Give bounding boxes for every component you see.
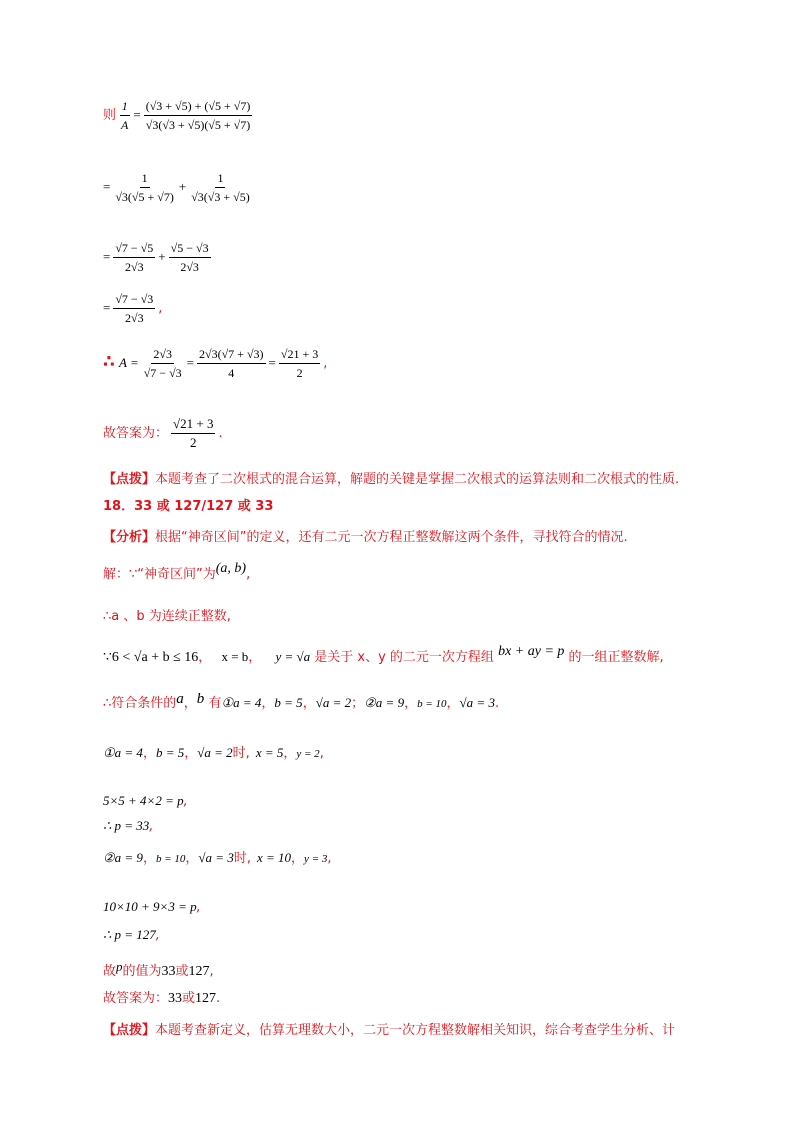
- note-text: 本题考查新定义，估算无理数大小，二元一次方程整数解相关知识，综合考查学生分析、计: [155, 1023, 676, 1038]
- step5-fraction-b: $\frac{2√3(√7 + √3)}{4}$: [199, 347, 264, 380]
- step3-fraction-a: $\frac{√7 - √5}{2√3}$: [115, 241, 154, 274]
- note-18: [103, 1022, 675, 1040]
- then-label: 则: [103, 108, 117, 123]
- step-line-4: = $\frac{√7 - √3}{2√3}$ ,: [103, 292, 163, 325]
- case-1: ①a = 4，b = 5，√a = 2时, x = 5，y = 2,: [103, 745, 324, 761]
- answer-label: 故答案为：: [103, 426, 169, 441]
- note-tag: 【点拨】: [103, 1023, 156, 1038]
- ab-consecutive: ∴a 、b 为连续正整数,: [103, 609, 231, 624]
- step-line-3: = $\frac{√7 - √5}{2√3}$ + $\frac{√5 - √3}{2√3}$: [103, 241, 209, 274]
- analysis: 【分析】根据“神奇区间”的定义，还有二元一次方程正整数解这两个条件，寻找符合的情况.: [103, 530, 628, 545]
- answer-17: 故答案为： $\frac{√21 + 3}{2}$ .: [103, 416, 223, 450]
- answer-18: 故答案为：33或127.: [103, 991, 221, 1006]
- case-1-calc: 5×5 + 4×2 = p,: [103, 793, 188, 809]
- step2-fraction-a: $\frac{1}{√3(√5 + √7)}$: [115, 171, 174, 204]
- lhs-fraction: $\frac{1}{A}$: [121, 99, 129, 132]
- case-2-calc: 10×10 + 9×3 = p,: [103, 899, 201, 915]
- step-line-2: = $\frac{1}{√3(√5 + √7)}$ + $\frac{1}{√3(√3 + √5)}$: [103, 171, 250, 204]
- answer-fraction: $\frac{√21 + 3}{2}$: [173, 416, 214, 450]
- note-tag: 【点拨】: [103, 472, 156, 487]
- case-2: ②a = 9，b = 10，√a = 3时, x = 10，y = 3,: [103, 850, 332, 866]
- step3-fraction-b: $\frac{√5 - √3}{2√3}$: [170, 241, 209, 274]
- step2-fraction-b: $\frac{1}{√3(√3 + √5)}$: [191, 171, 250, 204]
- therefore-symbol: ∴: [103, 352, 115, 372]
- analysis-tag: 【分析】: [103, 530, 156, 545]
- step4-fraction: $\frac{√7 - √3}{2√3}$: [115, 292, 154, 325]
- case-2-result: ∴ p = 127,: [103, 927, 160, 943]
- solution-start: 解：∵“神奇区间”为(a, b),: [103, 561, 251, 582]
- case-1-result: ∴ p = 33,: [103, 818, 154, 834]
- step5-fraction-c: $\frac{√21 + 3}{2}$: [280, 347, 319, 380]
- condition-line: ∵6 < √a + b ≤ 16， x = b， y = √a 是关于 x、y 的二元一次方程组 bx + ay = p 的一组正整数解,: [103, 644, 664, 665]
- step1-fraction: $\frac{(√3 + √5) + (√5 + √7)}{√3(√3 + √5)(√5 + √7)}$: [145, 99, 251, 132]
- step-line-5: ∴ A = $\frac{2√3}{√7 - √3}$ = $\frac{2√3(√7 + √3)}{4}$ = $\frac{√21 + 3}{2}$ ,: [103, 347, 328, 380]
- step5-fraction-a: $\frac{2√3}{√7 - √3}$: [143, 347, 182, 380]
- fits-condition: ∴符合条件的a，b 有①a = 4，b = 5，√a = 2；②a = 9，b = 10，√a = 3.: [103, 691, 500, 711]
- note-17: [103, 471, 679, 489]
- conclusion: 故p的值为33或127,: [103, 959, 214, 979]
- note-text: 本题考查了二次根式的混合运算，解题的关键是掌握二次根式的运算法则和二次根式的性质.: [155, 472, 680, 487]
- step-line-1: 则 $\frac{1}{A}$ = $\frac{(√3 + √5) + (√5 + √7)}{√3(√3 + √5)(√5 + √7)}$: [103, 99, 251, 132]
- question-18-heading: 18．33 或 127/127 或 33: [103, 499, 274, 514]
